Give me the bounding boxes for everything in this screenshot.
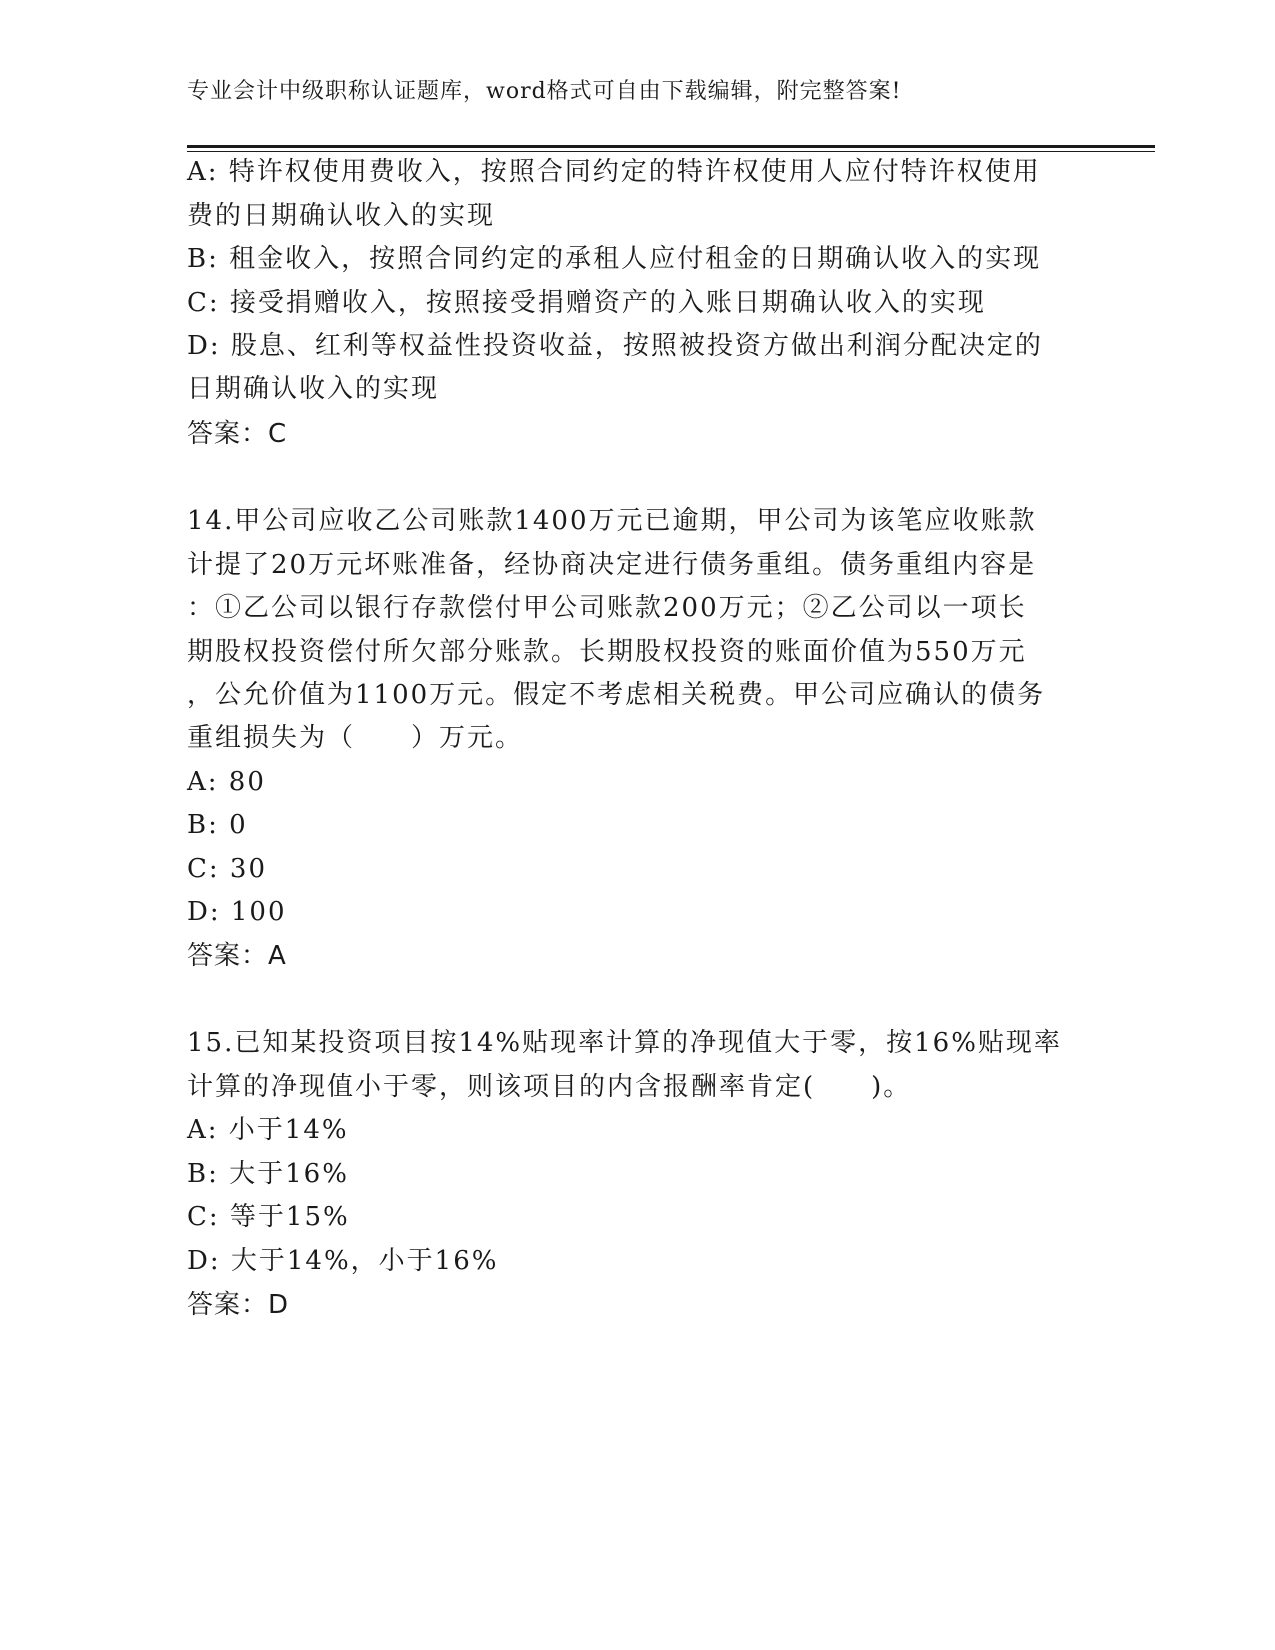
q14-option-b: B: 0 <box>187 810 248 840</box>
q13-option-c: C: 接受捐赠收入，按照接受捐赠资产的入账日期确认收入的实现 <box>187 288 986 318</box>
q14-stem-line5: ，公允价值为1100万元。假定不考虑相关税费。甲公司应确认的债务 <box>187 680 1046 710</box>
q15-answer: 答案：D <box>187 1290 290 1320</box>
q14-stem-line1: 14.甲公司应收乙公司账款1400万元已逾期，甲公司为该笔应收账款 <box>187 506 1037 536</box>
q13-option-b: B: 租金收入，按照合同约定的承租人应付租金的日期确认收入的实现 <box>187 244 1042 274</box>
q14-stem-line6: 重组损失为（ ）万元。 <box>187 723 524 753</box>
q14-answer: 答案：A <box>187 941 287 971</box>
q13-option-a-line1: A: 特许权使用费收入，按照合同约定的特许权使用人应付特许权使用 <box>187 157 1041 187</box>
q14-stem-line3: ：①乙公司以银行存款偿付甲公司账款200万元；②乙公司以一项长 <box>187 593 1027 623</box>
page-header: 专业会计中级职称认证题库，word格式可自由下载编辑，附完整答案! <box>187 79 902 104</box>
q15-stem-line1: 15.已知某投资项目按14%贴现率计算的净现值大于零，按16%贴现率 <box>187 1028 1062 1058</box>
q15-option-c: C: 等于15% <box>187 1202 350 1232</box>
q15-option-d: D: 大于14%，小于16% <box>187 1246 499 1276</box>
q14-stem-line2: 计提了20万元坏账准备，经协商决定进行债务重组。债务重组内容是 <box>187 550 1037 580</box>
q14-option-c: C: 30 <box>187 854 268 884</box>
header-rule-thin <box>187 151 1155 152</box>
q13-option-d-line2: 日期确认收入的实现 <box>187 374 440 404</box>
q13-answer: 答案：C <box>187 419 288 449</box>
q14-option-d: D: 100 <box>187 897 287 927</box>
q13-option-a-line2: 费的日期确认收入的实现 <box>187 201 496 231</box>
q15-option-a: A: 小于14% <box>187 1115 349 1145</box>
q15-stem-line2: 计算的净现值小于零，则该项目的内含报酬率肯定( )。 <box>187 1072 912 1102</box>
header-rule-thick <box>187 145 1155 148</box>
q14-option-a: A: 80 <box>187 767 266 797</box>
q15-option-b: B: 大于16% <box>187 1159 349 1189</box>
q13-option-d-line1: D: 股息、红利等权益性投资收益，按照被投资方做出利润分配决定的 <box>187 331 1043 361</box>
q14-stem-line4: 期股权投资偿付所欠部分账款。长期股权投资的账面价值为550万元 <box>187 637 1027 667</box>
